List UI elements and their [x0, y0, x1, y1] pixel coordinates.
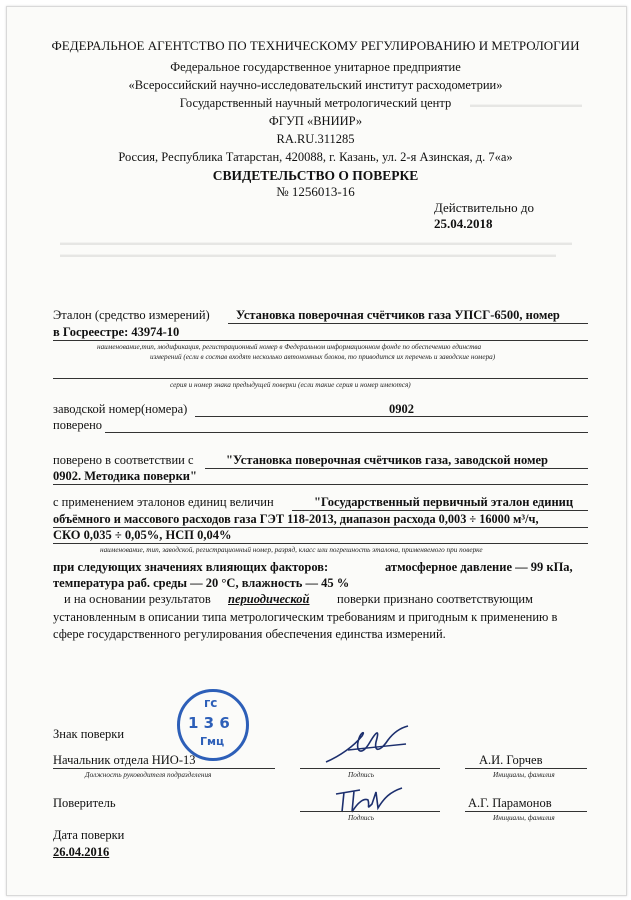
fill-line: [300, 768, 440, 769]
field-caption: наименование, тип, заводской, регистрационный номер, разряд, класс или погрешность эталона, применяемого при поверке: [100, 546, 483, 554]
head-position: Начальник отдела НИО-13: [53, 753, 196, 767]
conditions-label: при следующих значениях влияющих факторов:: [53, 560, 329, 574]
conditions-text: и на основании результатов: [64, 592, 211, 606]
standards-label: с применением эталонов единиц величин: [53, 495, 274, 509]
org-short-name: ФГУП «ВНИИР»: [268, 114, 363, 128]
serial-value: 0902: [389, 402, 414, 416]
head-name: А.И. Горчев: [479, 753, 543, 767]
stamp-bottom: Гмц: [200, 735, 225, 748]
verification-stamp: [177, 689, 249, 761]
etalon-value: в Госреестре: 43974-10: [53, 325, 180, 339]
method-label: поверено в соответствии с: [53, 453, 194, 467]
standards-value: объёмного и массового расходов газа ГЭТ 118-2013, диапазон расхода 0,003 ÷ 16000 м³/ч,: [53, 512, 539, 526]
etalon-label: Эталон (средство измерений): [53, 308, 210, 322]
field-caption: наименование,тип, модификация, регистрационный номер в Федеральном информационном фонде по обеспечению единства: [97, 343, 482, 351]
fill-line: [205, 468, 588, 469]
fill-line: [53, 768, 275, 769]
fill-line: [228, 323, 588, 324]
fill-line: [105, 432, 588, 433]
field-caption: Инициалы, фамилия: [493, 771, 555, 779]
verifier-label: Поверитель: [53, 796, 116, 810]
org-line: Федеральное государственное унитарное предприятие: [170, 60, 461, 74]
verifier-name: А.Г. Парамонов: [468, 796, 552, 810]
verifier-signature: [330, 782, 410, 818]
conditions-value: температура раб. среды — 20 °С, влажность — 45 %: [53, 576, 350, 590]
field-caption: измерений (если в состав входят несколько автономных блоков, то приводится их перечень и заводские номера): [150, 353, 496, 361]
field-caption: Подпись: [348, 771, 374, 779]
org-address: Россия, Республика Татарстан, 420088, г. Казань, ул. 2-я Азинская, д. 7«а»: [118, 150, 513, 164]
valid-until-date: 25.04.2018: [434, 216, 493, 231]
stamp-number: 1 3 6: [188, 714, 230, 732]
fill-line: [53, 378, 588, 379]
verification-date: 26.04.2016: [53, 845, 110, 859]
head-signature: [318, 722, 418, 770]
mark-label: Знак поверки: [53, 727, 125, 741]
method-value: "Установка поверочная счётчиков газа, заводской номер: [226, 453, 548, 467]
fill-line: [53, 340, 588, 341]
fill-line: [53, 543, 588, 544]
fill-line: [300, 811, 440, 812]
fill-line: [465, 811, 587, 812]
fill-line: [195, 416, 588, 417]
fill-line: [465, 768, 587, 769]
field-caption: Подпись: [348, 814, 374, 822]
org-line: «Всероссийский научно-исследовательский институт расходометрии»: [128, 78, 503, 92]
certificate-number: № 1256013-16: [276, 184, 355, 199]
accreditation-number: RA.RU.311285: [276, 132, 355, 146]
certificate-title: СВИДЕТЕЛЬСТВО О ПОВЕРКЕ: [212, 168, 419, 183]
field-caption: Инициалы, фамилия: [493, 814, 555, 822]
conditions-text: поверки признано соответствующим: [337, 592, 533, 606]
field-caption: Должность руководителя подразделения: [85, 771, 212, 779]
standards-value: СКО 0,035 ÷ 0,05%, НСП 0,04%: [53, 528, 232, 542]
fill-line: [53, 484, 588, 485]
conditions-value: атмосферное давление — 99 кПа,: [385, 560, 573, 574]
fill-line: [292, 510, 588, 511]
verified-label: поверено: [53, 418, 103, 432]
conclusion-text: установленным в описании типа метрологическим требованиям и пригодным к применению в: [53, 610, 558, 624]
bleed-through-text: ▬▬▬▬▬▬▬▬▬▬▬▬▬▬▬▬▬▬▬▬▬▬▬▬▬▬▬▬▬▬▬▬▬▬▬▬▬▬▬▬▬▬▬▬▬▬▬▬▬▬▬▬▬▬▬▬▬▬▬▬▬▬▬▬: [60, 238, 572, 247]
conclusion-text: сфере государственного регулирования обеспечения единства измерений.: [53, 627, 446, 641]
agency-title: ФЕДЕРАЛЬНОЕ АГЕНТСТВО ПО ТЕХНИЧЕСКОМУ РЕГУЛИРОВАНИЮ И МЕТРОЛОГИИ: [51, 38, 580, 53]
etalon-value: Установка поверочная счётчиков газа УПСГ-6500, номер: [236, 308, 560, 322]
field-caption: серия и номер знака предыдущей поверки (если такие серия и номер имеются): [170, 381, 411, 389]
org-line: Государственный научный метрологический центр: [179, 96, 452, 110]
standards-value: "Государственный первичный эталон единиц: [314, 495, 574, 509]
serial-label: заводской номер(номера): [53, 402, 188, 416]
date-label: Дата поверки: [53, 828, 125, 842]
bleed-through-text: ▬▬▬▬▬▬▬▬▬▬▬▬▬▬: [470, 100, 582, 109]
valid-until-label: Действительно до: [434, 200, 534, 215]
stamp-top: гс: [204, 696, 218, 710]
method-value: 0902. Методика поверки": [53, 469, 197, 483]
verification-type: периодической: [228, 592, 310, 606]
bleed-through-text: ▬▬▬▬▬▬▬▬▬▬▬▬▬▬▬▬▬▬▬▬▬▬▬▬▬▬▬▬▬▬▬▬▬▬▬▬▬▬▬▬▬▬▬▬▬▬▬▬▬▬▬▬▬▬▬▬▬▬▬▬▬▬: [60, 250, 556, 259]
